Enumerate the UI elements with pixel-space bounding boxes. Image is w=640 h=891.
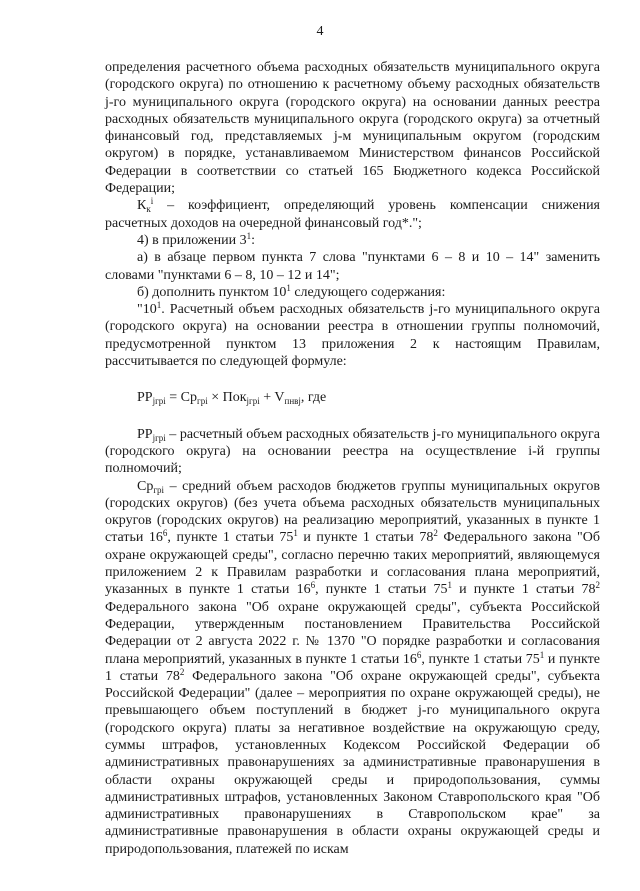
coefficient-description: – коэффициент, определяющий уровень компенсации снижения расчетных доходов на очередной финансовый год*."; — [105, 198, 600, 231]
formula-sub-pok: jгрi — [246, 396, 260, 407]
formula-term-sr: = Ср — [165, 390, 198, 406]
sr-text-6: и пункте 1 статьи 78 — [451, 582, 596, 598]
paragraph-point-10-1 — [105, 301, 600, 370]
paragraph-subitem-b — [105, 284, 600, 301]
sr-sup-4: 6 — [310, 580, 316, 591]
sr-text-7: Федерального закона "Об охране окружающей среды", субъекта Российской Федерации, утвержденным постановлением Правительства Российской Федерации от 2 августа 2022 г. № 1370 "О порядке разработки и согласования плана мероприятий, указанных в пункте 1 статьи 16 — [105, 599, 600, 667]
subitem-b-tail: следующего содержания: — [290, 284, 446, 300]
sr-text-9: и пункте 1 статьи 78 — [105, 651, 600, 684]
paragraph-definition-continued: определения расчетного объема расходных обязательств муниципального округа (городского округа) по отношению к расчетному объему расходных обязательств j-го муниципального округа (городского округа) на основании данных реестра расходных обязательств муниципального округа (городского округа) за отчетный финансовый год, представляемых j-м муниципальным округом (городским округом) в порядке, устанавливаемом Министерством финансов Российской Федерации в соответствии со статьей 165 Бюджетного кодекса Российской Федерации; — [105, 60, 600, 197]
subitem-b-superscript: 1 — [286, 282, 291, 293]
formula — [105, 389, 600, 406]
point-text: . Расчетный объем расходных обязательств j-го муниципального округа (городского округа) на основании реестра в отношении группы полномочий, предусмотренной пунктом 13 приложения 2 к настоящим Правилам, рассчитывается по следующей формуле: — [105, 302, 600, 370]
sr-sup-2: 1 — [293, 528, 298, 539]
coefficient-superscript: i — [150, 196, 154, 207]
formula-term-v: + V — [259, 390, 285, 406]
pp-subscript: jгрi — [152, 432, 166, 443]
sr-text-8: , пункте 1 статьи 75 — [421, 651, 540, 667]
coefficient-symbol: К — [137, 198, 147, 214]
sr-text-2: , пункте 1 статьи 75 — [167, 530, 294, 546]
sr-sup-6: 2 — [595, 580, 600, 591]
document-body — [105, 59, 600, 858]
sr-text-1: – средний объем расходов бюджетов группы муниципальных округов (городских округов) (без учета объема расходных обязательств муниципальных округов (городских округов) на реализацию мероприятий, указанных в пункте 1 статьи 16 — [105, 478, 600, 546]
sr-text-3: и пункте 1 статьи 78 — [297, 530, 434, 546]
sr-text-4: Федерального закона "Об охране окружающей среды", согласно перечню таких мероприятий, являющемуся приложением 2 к Правилам разработки и согласования плана мероприятий, указанных в пункте 1 статьи 16 — [105, 530, 600, 598]
point-number: "10 — [137, 302, 157, 318]
sr-sup-5: 1 — [447, 580, 452, 591]
paragraph-pp-definition — [105, 426, 600, 478]
formula-sub-v: пнвj — [284, 396, 301, 407]
formula-term-pp: PP — [137, 390, 153, 406]
formula-where: , где — [300, 390, 327, 406]
item-4-colon: : — [251, 232, 255, 248]
sr-sup-8: 1 — [539, 649, 545, 660]
sr-sup-1: 6 — [162, 528, 168, 539]
sr-subscript: грi — [153, 484, 165, 495]
pp-description: – расчетный объем расходных обязательств j-го муниципального округа (городского округа) на основании реестра на осуществление i-й группы полномочий; — [105, 426, 600, 477]
paragraph-coefficient — [105, 197, 600, 232]
sr-symbol: Ср — [137, 478, 154, 494]
item-4-text: 4) в приложении 3 — [137, 232, 247, 248]
pp-symbol: PP — [137, 426, 153, 442]
page-number: 4 — [316, 24, 324, 39]
item-4-superscript: 1 — [246, 230, 252, 241]
sr-sup-7: 6 — [416, 649, 422, 660]
sr-sup-3: 2 — [433, 528, 438, 539]
paragraph-item-4 — [105, 232, 600, 249]
sr-sup-9: 2 — [179, 666, 185, 677]
sr-text-5: , пункте 1 статьи 75 — [315, 582, 448, 598]
subitem-b-text: б) дополнить пунктом 10 — [137, 284, 287, 300]
paragraph-sr-definition — [105, 478, 600, 859]
coefficient-subscript: к — [146, 204, 151, 215]
paragraph-subitem-a: а) в абзаце первом пункта 7 слова "пунктами 6 – 8 и 10 – 14" заменить словами "пунктами 6 – 8, 10 – 12 и 14"; — [105, 250, 600, 283]
formula-term-pok: × Пок — [207, 390, 247, 406]
point-superscript: 1 — [156, 300, 162, 311]
formula-sub-pp: jгрi — [152, 396, 166, 407]
formula-sub-sr: грi — [197, 396, 208, 407]
sr-text-10: Федерального закона "Об охране окружающей среды", субъекта Российской Федерации" (далее – мероприятия по охране окружающей среды), не превышающего объем поступлений в бюджет j-го муниципального округа (городского округа) платы за негативное воздействие на окружающую среду, суммы штрафов, установленных Кодексом Российской Федерации об административных правонарушениях за административные правонарушения в области охраны окружающей среды и природопользования, суммы административных штрафов, установленных Законом Ставропольского края "Об административных правонарушениях в Ставропольском крае" за административные правонарушения в области охраны окружающей среды и природопользования, платежей по искам — [105, 668, 600, 857]
